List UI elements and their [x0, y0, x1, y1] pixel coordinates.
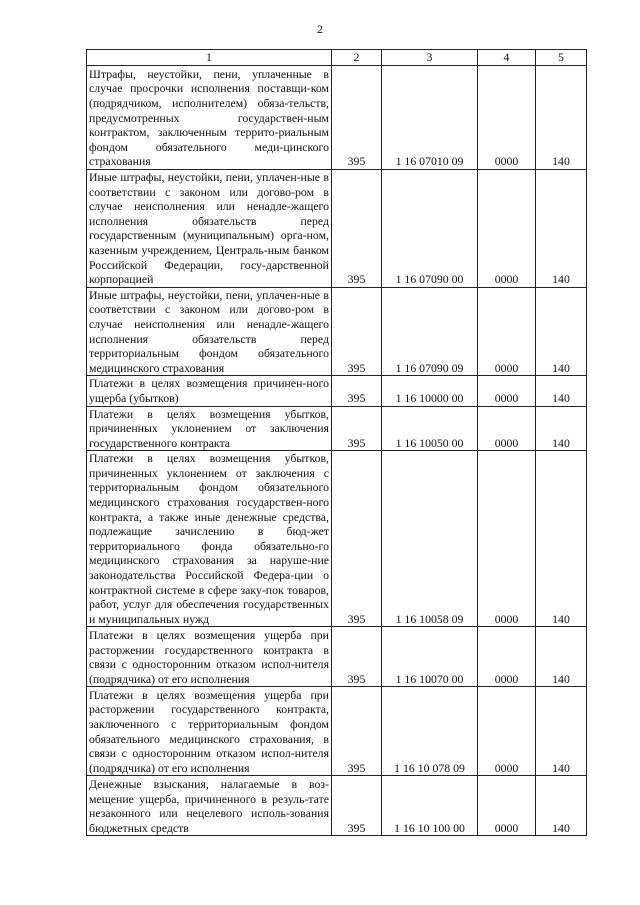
row-description: Штрафы, неустойки, пени, уплаченные в случае просрочки исполнения поставщи-ком (подрядчиком, исполнителем) обяза-тельств, предусмотренных государствен-ным контрактом, заключенным террито-риальным фондом обязательного меди-цинского страхования	[87, 66, 332, 170]
row-description: Иные штрафы, неустойки, пени, уплачен-ные в соответствии с законом или догово-ром в случае неисполнения или ненадле-жащего исполнения обязательств перед территориальным фондом обязательного медицинского страхования	[87, 287, 332, 376]
row-program-code: 0000	[478, 170, 536, 288]
table-row	[87, 451, 587, 627]
row-admin-code: 395	[332, 376, 382, 406]
row-income-code: 1 16 10050 00	[382, 406, 478, 451]
row-description: Платежи в целях возмещения убытков, причиненных уклонением от заключения государственного контракта	[87, 406, 332, 451]
row-program-code: 0000	[478, 376, 536, 406]
row-program-code: 0000	[478, 627, 536, 687]
row-income-code: 1 16 10 100 00	[382, 776, 478, 836]
row-description: Платежи в целях возмещения убытков, причиненных уклонением от заключения с территориальным фондом обязательного медицинского страхования государствен-ного контракта, а также иные денежные средства, подлежащие зачислению в бюд-жет территориального фонда обязательно-го медицинского страхования за наруше-ние законодательства Российской Федера-ции о контрактной системе в сфере заку-пок товаров, работ, услуг для обеспечения государственных и муниципальных нужд	[87, 451, 332, 627]
row-admin-code: 395	[332, 451, 382, 627]
row-description: Платежи в целях возмещения ущерба при расторжении государственного контракта в связи с односторонним отказом испол-нителя (подрядчика) от его исполнения	[87, 627, 332, 687]
row-income-code: 1 16 10058 09	[382, 451, 478, 627]
table-header-row	[87, 50, 587, 66]
row-kosgu-code: 140	[536, 627, 587, 687]
row-kosgu-code: 140	[536, 687, 587, 776]
row-description: Денежные взыскания, налагаемые в воз-мещение ущерба, причиненного в резуль-тате незаконного или нецелевого исполь-зования бюджетных средств	[87, 776, 332, 836]
row-admin-code: 395	[332, 66, 382, 170]
row-description: Платежи в целях возмещения причинен-ного ущерба (убытков)	[87, 376, 332, 406]
row-program-code: 0000	[478, 406, 536, 451]
table-row	[87, 66, 587, 170]
column-header-3: 3	[382, 50, 478, 66]
row-admin-code: 395	[332, 406, 382, 451]
row-income-code: 1 16 07090 09	[382, 287, 478, 376]
column-header-2: 2	[332, 50, 382, 66]
table-row	[87, 406, 587, 451]
row-income-code: 1 16 10000 00	[382, 376, 478, 406]
table-row	[87, 170, 587, 288]
table-row	[87, 776, 587, 836]
row-description: Платежи в целях возмещения ущерба при расторжении государственного контракта, заключенного с территориальным фондом обязательного медицинского страхования, в связи с односторонним отказом испол-нителя (подрядчика) от его исполнения	[87, 687, 332, 776]
page-number: 2	[317, 22, 323, 36]
row-income-code: 1 16 07010 09	[382, 66, 478, 170]
table-row	[87, 627, 587, 687]
row-admin-code: 395	[332, 287, 382, 376]
row-income-code: 1 16 10070 00	[382, 627, 478, 687]
row-kosgu-code: 140	[536, 776, 587, 836]
row-program-code: 0000	[478, 687, 536, 776]
row-kosgu-code: 140	[536, 406, 587, 451]
row-kosgu-code: 140	[536, 66, 587, 170]
table-row	[87, 376, 587, 406]
row-admin-code: 395	[332, 170, 382, 288]
row-income-code: 1 16 07090 00	[382, 170, 478, 288]
row-program-code: 0000	[478, 287, 536, 376]
row-program-code: 0000	[478, 66, 536, 170]
column-header-1: 1	[87, 50, 332, 66]
column-header-4: 4	[478, 50, 536, 66]
row-kosgu-code: 140	[536, 287, 587, 376]
row-program-code: 0000	[478, 776, 536, 836]
row-kosgu-code: 140	[536, 170, 587, 288]
row-admin-code: 395	[332, 776, 382, 836]
table-row	[87, 287, 587, 376]
row-admin-code: 395	[332, 627, 382, 687]
row-kosgu-code: 140	[536, 376, 587, 406]
row-income-code: 1 16 10 078 09	[382, 687, 478, 776]
column-header-5: 5	[536, 50, 587, 66]
row-kosgu-code: 140	[536, 451, 587, 627]
table-row	[87, 687, 587, 776]
row-admin-code: 395	[332, 687, 382, 776]
row-program-code: 0000	[478, 451, 536, 627]
row-description: Иные штрафы, неустойки, пени, уплачен-ные в соответствии с законом или догово-ром в случае неисполнения или ненадле-жащего исполнения обязательств перед государственным (муниципальным) орга-ном, казенным учреждением, Централь-ным банком Российской Федерации, госу-дарственной корпорацией	[87, 170, 332, 288]
budget-classification-table	[86, 49, 587, 836]
